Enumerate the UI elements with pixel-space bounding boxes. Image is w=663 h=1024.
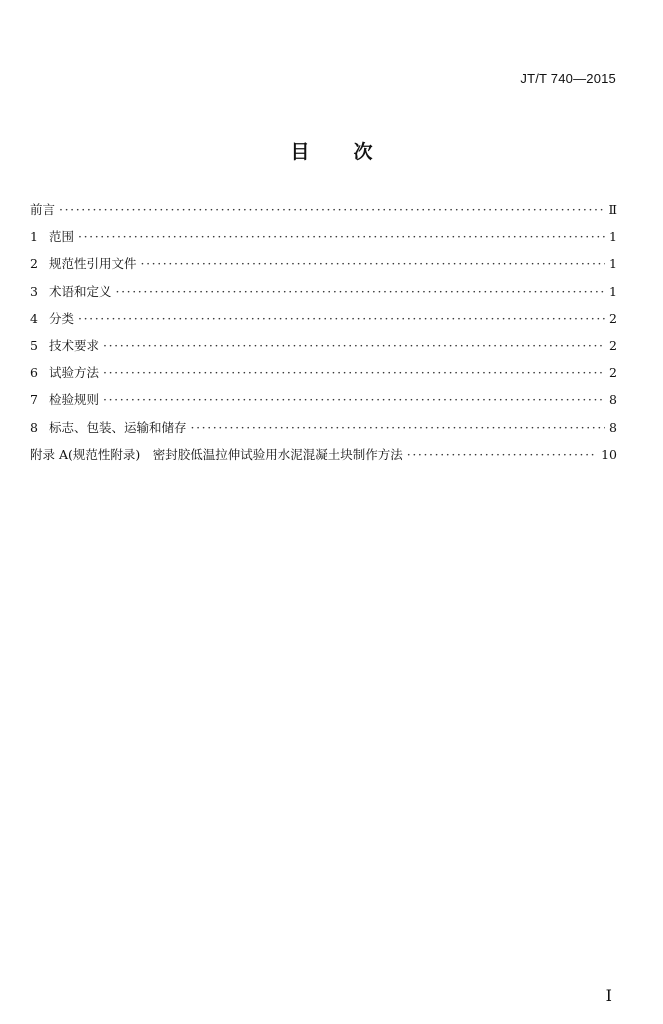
toc-entry-label: 标志、包装、运输和储存 xyxy=(49,419,187,435)
toc-leader-dots xyxy=(141,254,605,274)
toc-entry-label: 分类 xyxy=(49,310,75,326)
toc-entry-label: 试验方法 xyxy=(49,365,100,381)
toc-leader-dots xyxy=(103,390,605,410)
toc-entry-appendix-a[interactable] xyxy=(30,445,617,472)
toc-entry-label: 术语和定义 xyxy=(49,283,112,299)
toc-entry-1[interactable] xyxy=(30,227,617,254)
toc-entry-number: 5 xyxy=(30,337,38,353)
toc-leader-dots xyxy=(103,363,605,383)
table-of-contents xyxy=(30,200,617,472)
toc-entry-page: 2 xyxy=(609,310,617,326)
toc-entry-page: Ⅱ xyxy=(608,202,617,217)
toc-entry-3[interactable] xyxy=(30,282,617,309)
toc-entry-number: 7 xyxy=(30,392,38,408)
toc-entry-label: 规范性引用文件 xyxy=(49,256,137,272)
toc-entry-number: 4 xyxy=(30,310,38,326)
toc-entry-page: 10 xyxy=(601,446,617,462)
toc-entry-label: 技术要求 xyxy=(49,337,100,353)
page-title-char-1: 目 xyxy=(290,141,310,163)
toc-entry-number: 8 xyxy=(30,419,38,435)
toc-entry-label: 检验规则 xyxy=(49,392,100,408)
toc-entry-number: 6 xyxy=(30,365,38,381)
toc-entry-6[interactable] xyxy=(30,363,617,390)
toc-entry-7[interactable] xyxy=(30,390,617,417)
toc-entry-page: 2 xyxy=(609,337,617,353)
toc-leader-dots xyxy=(407,445,597,465)
page-title-char-2: 次 xyxy=(353,141,373,163)
toc-entry-label: 附录 A(规范性附录) 密封胶低温拉伸试验用水泥混凝土块制作方法 xyxy=(30,446,403,462)
toc-entry-page: 1 xyxy=(609,256,617,272)
toc-entry-page: 1 xyxy=(609,283,617,299)
toc-entry-number: 2 xyxy=(30,256,38,272)
toc-leader-dots xyxy=(116,282,605,302)
toc-entry-8[interactable] xyxy=(30,418,617,445)
toc-entry-number: 3 xyxy=(30,283,38,299)
toc-entry-4[interactable] xyxy=(30,309,617,336)
toc-entry-page: 1 xyxy=(609,229,617,245)
toc-leader-dots xyxy=(191,418,605,438)
toc-leader-dots xyxy=(78,227,605,247)
page-number: Ⅰ xyxy=(605,986,612,1005)
toc-entry-2[interactable] xyxy=(30,254,617,281)
toc-entry-page: 8 xyxy=(609,392,617,408)
toc-entry-label: 范围 xyxy=(49,229,75,245)
toc-entry-number: 1 xyxy=(30,229,38,245)
toc-entry-page: 2 xyxy=(609,365,617,381)
toc-entry-label: 前言 xyxy=(30,202,56,217)
page-title xyxy=(0,137,663,164)
toc-leader-dots xyxy=(59,200,604,220)
standard-number: JT/T 740—2015 xyxy=(520,71,616,86)
toc-entry-foreword[interactable] xyxy=(30,200,617,227)
toc-entry-5[interactable] xyxy=(30,336,617,363)
toc-leader-dots xyxy=(103,336,605,356)
toc-leader-dots xyxy=(78,309,605,329)
toc-entry-page: 8 xyxy=(609,419,617,435)
